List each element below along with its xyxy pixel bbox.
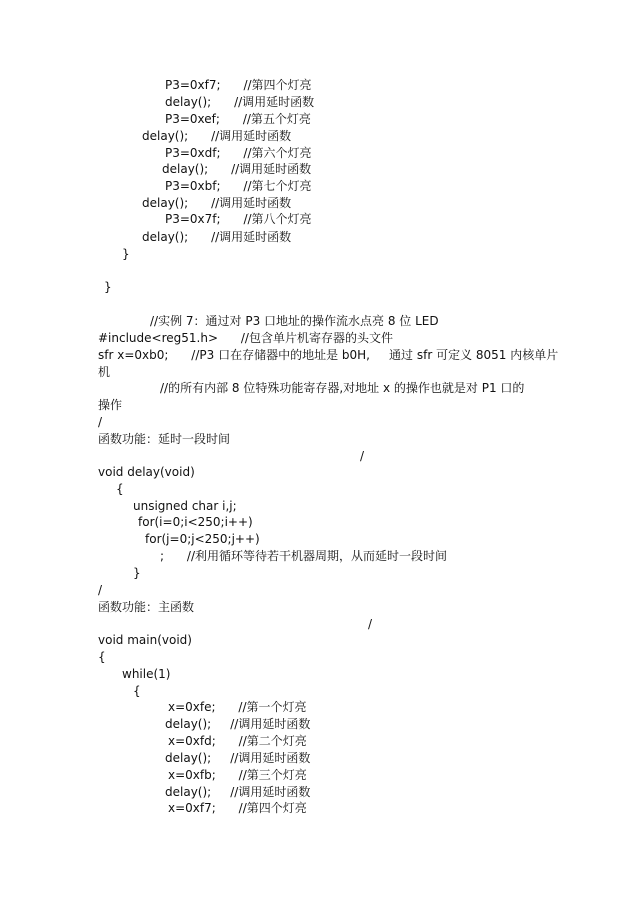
- code-line: x=0xfe; //第一个灯亮: [168, 700, 307, 714]
- code-line: void main(void): [98, 633, 192, 647]
- code-line: delay(); //调用延时函数: [142, 129, 292, 143]
- code-line: /: [368, 617, 373, 631]
- code-line: P3=0xf7; //第四个灯亮: [165, 78, 312, 92]
- code-line: #include<reg51.h> //包含单片机寄存器的头文件: [98, 331, 393, 345]
- code-line: {: [133, 684, 141, 698]
- code-line: delay(); //调用延时函数: [165, 95, 315, 109]
- code-line: delay(); //调用延时函数: [165, 717, 311, 731]
- code-line: {: [116, 482, 124, 496]
- code-line: x=0xf7; //第四个灯亮: [168, 801, 307, 815]
- code-line: P3=0x7f; //第八个灯亮: [165, 212, 312, 226]
- code-line: P3=0xbf; //第七个灯亮: [165, 179, 312, 193]
- code-line: delay(); //调用延时函数: [162, 162, 312, 176]
- code-line: for(i=0;i<250;i++): [138, 515, 253, 529]
- code-line: {: [98, 650, 106, 664]
- code-line: /: [98, 415, 103, 429]
- code-line: delay(); //调用延时函数: [142, 230, 292, 244]
- code-line: sfr x=0xb0; //P3 口在存储器中的地址是 b0H, 通过 sfr 可定义 8051 内核单片: [98, 348, 559, 362]
- code-line: P3=0xdf; //第六个灯亮: [165, 146, 312, 160]
- code-line: delay(); //调用延时函数: [142, 196, 292, 210]
- code-line: x=0xfb; //第三个灯亮: [168, 768, 307, 782]
- code-line: }: [104, 280, 112, 294]
- code-line: //的所有内部 8 位特殊功能寄存器,对地址 x 的操作也就是对 P1 口的: [160, 381, 525, 395]
- comment-line: 函数功能：主函数: [98, 600, 195, 614]
- comment-line: 函数功能：延时一段时间: [98, 432, 231, 446]
- code-line: for(j=0;j<250;j++): [145, 532, 260, 546]
- code-line: while(1): [122, 667, 171, 681]
- code-line: 操作: [98, 398, 123, 412]
- code-line: P3=0xef; //第五个灯亮: [165, 112, 311, 126]
- code-line: x=0xfd; //第二个灯亮: [168, 734, 307, 748]
- code-line: delay(); //调用延时函数: [165, 785, 311, 799]
- code-line: ; //利用循环等待若干机器周期，从而延时一段时间: [160, 549, 448, 563]
- section-heading: //实例 7：通过对 P3 口地址的操作流水点亮 8 位 LED: [150, 314, 439, 328]
- code-line: /: [98, 583, 103, 597]
- code-line: delay(); //调用延时函数: [165, 751, 311, 765]
- code-line: unsigned char i,j;: [133, 499, 237, 513]
- code-line: /: [360, 449, 365, 463]
- code-line: void delay(void): [98, 465, 195, 479]
- code-line: }: [122, 247, 130, 261]
- code-line: 机: [98, 365, 111, 379]
- code-line: }: [133, 566, 141, 580]
